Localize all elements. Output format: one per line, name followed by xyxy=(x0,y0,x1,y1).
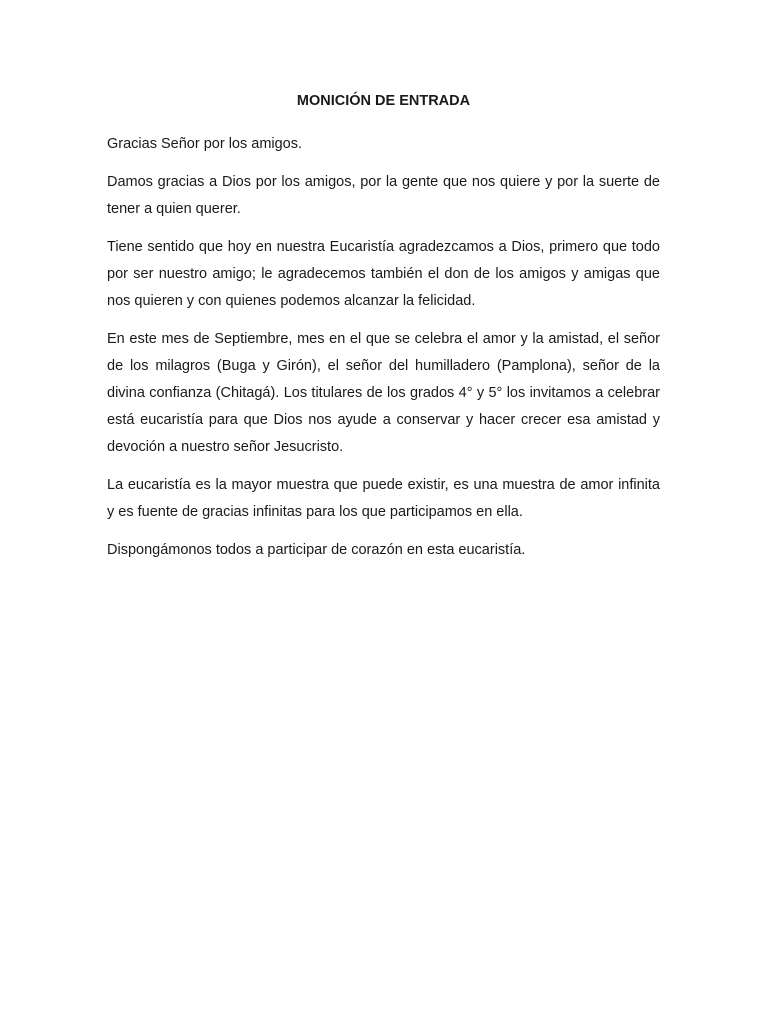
paragraph-4: En este mes de Septiembre, mes en el que se celebra el amor y la amistad, el señor de los milagros (Buga y Girón), el señor del humilladero (Pamplona), señor de la divina confianza (Chitagá). Los titulares de los grados 4° y 5° los invitamos a celebrar está eucaristía para que Dios nos ayude a conservar y hacer crecer esa amistad y devoción a nuestro señor Jesucristo. xyxy=(107,331,660,455)
paragraph-5: La eucaristía es la mayor muestra que puede existir, es una muestra de amor infinita y es fuente de gracias infinitas para los que participamos en ella. xyxy=(107,477,660,520)
paragraph-6: Dispongámonos todos a participar de corazón en esta eucaristía. xyxy=(107,542,526,558)
document-title: MONICIÓN DE ENTRADA xyxy=(296,93,471,109)
paragraph-3: Tiene sentido que hoy en nuestra Eucaristía agradezcamos a Dios, primero que todo por ser nuestro amigo; le agradecemos también el don de los amigos y amigas que nos quieren y con quienes podemos alcanzar la felicidad. xyxy=(107,239,660,309)
paragraph-2: Damos gracias a Dios por los amigos, por la gente que nos quiere y por la suerte de tener a quien querer. xyxy=(107,174,660,217)
paragraph-1: Gracias Señor por los amigos. xyxy=(107,136,303,152)
